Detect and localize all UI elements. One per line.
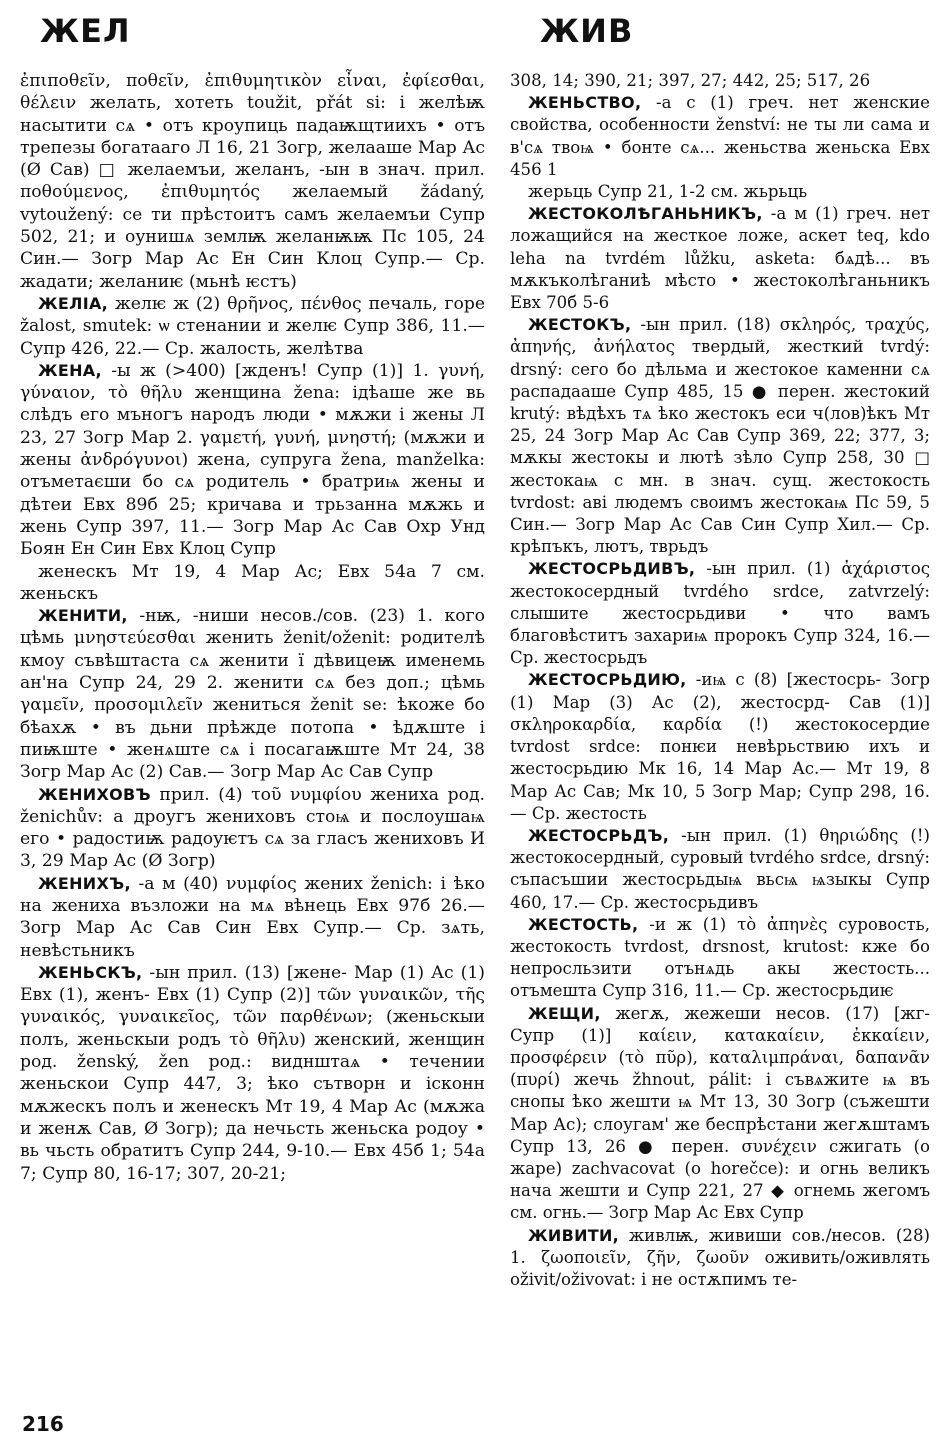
entry-headword: ЖЕСТОСТЬ, (528, 914, 639, 934)
entry-body: -нѭ, -ниши несов./сов. (23) 1. кого цѣмь μνηστεύεσθαι женить ženit/oženit: родителѣ кмоу съвѣштаста сѧ женити ї дѣвицеѭ именемь ан'на Супр 24, 29 2. женити сѧ без доп.; цѣмь γαμεῖν, προσομιλεῖν жениться ženit se: ѣкоже бо бѣахѫ • въ дьни прѣжде потопа • ѣдѫште і пиѭште • женѧште сѧ і посагаѭште Мт 24, 38 Зогр Мар Ас (2) Сав.— Зогр Мар Ас Сав Супр (20, 606, 485, 783)
dictionary-entry (20, 605, 485, 783)
entry-headword: ЖЕСТОКЪ, (528, 315, 632, 335)
dictionary-entry (20, 360, 485, 561)
dictionary-entry (20, 962, 485, 1185)
dictionary-entry (20, 293, 485, 360)
entry-body: -ын прил. (1) θηριώδης (!) жестокосердный, суровый tvrdého srdce, drsný: съпасъшии жестосрьдыѩ вьсѩ ѩзыкы Супр 460, 17.— Ср. жестосрьдивъ (510, 825, 930, 912)
cross-reference: жерьць Супр 21, 1-2 см. жьрьць (528, 182, 808, 202)
entry-headword: ЖЕНИХЪ, (38, 873, 131, 893)
dictionary-entry (510, 1003, 930, 1225)
entry-continuation: 308, 14; 390, 21; 397, 27; 442, 25; 517, 26 (510, 71, 871, 90)
dictionary-entry (510, 203, 930, 314)
entry-body: прил. (4) τοῦ νυμφίου жениха род. ženichův: а дроугъ жениховъ стоѩ и послоушаѩ его • радостиѭ радоуѥтъ сѧ за гласъ жениховъ И 3, 29 Мар Ас (Ø Зогр) (20, 784, 485, 872)
dictionary-entry (510, 1225, 930, 1292)
entry-headword: ЖЕСТОКОЛѢГАНЬНИКЪ, (528, 204, 763, 224)
entry-headword: ЖЕЛІА, (38, 293, 109, 313)
dictionary-entry (20, 784, 485, 873)
dictionary-entry (510, 92, 930, 181)
entry-body: живлѭ, живиши сов./несов. (28) 1. ζωοποιεῖν, ζῆν, ζωοῦν оживить/оживлять oživit/oživovat: і не остѫпимъ те- (510, 1225, 930, 1289)
entry-headword: ЖЕНЬСТВО, (528, 93, 642, 113)
dictionary-entry (510, 669, 930, 824)
entry-headword: ЖИВИТИ, (528, 1225, 620, 1245)
entry-body: -иѩ с (8) [жестосрь- Зогр (1) Мар (3) Ас (2), жестосрд- Сав (1)] σκληροκαρδία, καρδία (!) жестокосердие tvrdost srdce: понѥи невѣрьствию ихъ и жестосрьдию Мк 16, 14 Мар Ас.— Мт 19, 8 Мар Ас Сав; Мк 10, 5 Зогр Мар; Супр 298, 16.— Ср. жестость (510, 670, 930, 823)
entry-body: -а м (1) греч. нет ложащийся на жесткое ложе, аскет teq, kdo leha na tvrdém lůžku, asketa: бѧдѣ... въ мѫкъколѣганиѣ мѣсто • жестоколѣганьникъ Евх 70б 5-6 (510, 204, 930, 313)
dictionary-entry (510, 914, 930, 1003)
entry-headword: ЖЕСТОСРЬДЪ, (528, 825, 670, 845)
entry-headword: ЖЕНА, (38, 360, 102, 380)
left-column (20, 70, 485, 1185)
entry-body: желѥ ж (2) θρῆνος, πένθος печаль, горе žalost, smutek: ѡ стенании и желѥ Супр 386, 11.— Супр 426, 22.— Ср. жалость, желѣтва (20, 293, 485, 359)
entry-body: -а с (1) греч. нет женские свойства, особенности ženství: не ты ли сама и в'сѧ твоѩ • бонте сѧ... женьства женьска Евх 456 1 (510, 93, 930, 179)
running-head-left: ЖЕЛ (40, 12, 131, 50)
entry-body: -ын прил. (13) [жене- Мар (1) Ас (1) Евх (1), женъ- Евх (1) Супр (2)] τῶν γυναικῶν, τῆς γυναικός, γυναικεῖος, τῶν παρθένων; (женьскыи полъ, женьскыи родъ τὸ θῆλυ) женский, женщин род. ženský, žen род.: виднштаѧ • течении женьскои Супр 447, 3; ѣко сътворн и ісконн мѫжескъ полъ и женескъ Мт 19, 4 Мар Ас (мѫжа и женѫ Сав, Ø Зогр); да нечьсть женьска родоу • вь чьсть обратитъ Супр 244, 9-10.— Евх 45б 1; 54а 7; Супр 80, 16-17; 307, 20-21; (20, 962, 485, 1184)
entry-headword: ЖЕСТОСРЬДИЮ, (528, 670, 687, 690)
right-column (510, 70, 930, 1291)
entry-body: -ын прил. (18) σκληρός, τραχύς, ἀπηνής, ἀνήλατος твердый, жесткий tvrdý: drsný: сего бо дѣльма и жестокое каменни сѧ распадааше Супр 485, 15 ● перен. жестокий krutý: вѣдѣхъ тѧ ѣко жестокъ еси ч(лов)ѣкъ Мт 25, 24 Зогр Мар Ас Сав Супр 369, 22; 377, 3; мѫкы жестокы и лютѣ зѣло Супр 258, 30 □ жестокаѩ с мн. в знач. сущ. жестокость tvrdost: аві людемъ своимъ жестокаѩ Пс 59, 5 Син.— Зогр Мар Ас Сав Син Супр Хил.— Ср. крѣпъкъ, лютъ, тврьдъ (510, 315, 930, 557)
entry-body: -а м (40) νυμφίος жених ženich: і ѣко на жениха възложи на мѧ вѣнець Евх 97б 26.— Зогр Мар Ас Сав Син Евх Супр.— Ср. зѧть, невѣстьникъ (20, 873, 485, 961)
dictionary-entry (20, 873, 485, 962)
entry-headword: ЖЕЩИ, (528, 1003, 601, 1023)
entry-body: -ы ж (>400) [жденъ! Супр (1)] 1. γυνή, γύναιον, τὸ θῆλυ женщина žena: ідѣаше же вь слѣдъ его мъногъ народъ люди • мѫжи і жены Л 23, 27 Зогр Мар 2. γαμετή, γυνή, μνηστή; (мѫжи и жены ἀνδρόγυνοι) жена, супруга žena, manželka: отъметаєши бо сѧ родитель • братриѩ жены и дѣтеи Евх 89б 25; кричава и трьзанна мѫжь и жень Супр 397, 11.— Зогр Мар Ас Сав Охр Унд Боян Ен Син Евх Клоц Супр (20, 360, 485, 560)
entry-body: -и ж (1) τὸ ἀπηνὲς суровость, жестокость tvrdost, drsnost, krutost: кже бо непросльзити отънѧдь акы жестость... отъмешта Супр 316, 11.— Ср. жестосрьдиѥ (510, 914, 930, 1001)
entry-continuation: ἐπιποθεῖν, ποθεῖν, ἐπιθυμητικὸν εἶναι, ἐφίεσθαι, θέλειν желать, хотеть toužit, přát si: і желѣѭ насытити сѧ • отъ кроупиць падаѭщтиихъ • отъ трепезы богатааго Л 16, 21 Зогр, желааше Мар Ас (Ø Сав) □ желаемъи, желанъ, -ын в знач. прил. ποθούμενος, ἐπιθυμητός желаемый žádaný, vytoužený: се ти прѣстоитъ самъ желаемъи Супр 502, 21; и оунишѧ землѭ желанѭѭ Пс 105, 24 Син.— Зогр Мар Ас Ен Син Клоц Супр.— Ср. жадати; желаниѥ (мьнѣ ѥстъ) (20, 71, 485, 292)
entry-headword: ЖЕСТОСРЬДИВЪ, (528, 559, 696, 579)
dictionary-entry (510, 825, 930, 914)
page-number: 216 (22, 1412, 64, 1436)
entry-headword: ЖЕНИХОВЪ (38, 784, 151, 804)
entry-headword: ЖЕНИТИ, (38, 606, 128, 626)
dictionary-entry (510, 314, 930, 558)
entry-body: -ын прил. (1) ἀχάριστος жестокосердный tvrdého srdce, zatvrzelý: слышите жестосрьдиви • что вамъ благовѣститъ захариѩ пророкъ Супр 324, 16.— Ср. жестосрьдъ (510, 559, 930, 668)
dictionary-entry (510, 558, 930, 669)
entry-headword: ЖЕНЬСКЪ, (38, 962, 143, 982)
running-head-right: ЖИВ (540, 12, 634, 50)
cross-reference: женескъ Мт 19, 4 Мар Ас; Евх 54а 7 см. женьскъ (20, 561, 485, 604)
entry-body: жегѫ, жежеши несов. (17) [жг- Супр (1)] καίειν, κατακαίειν, ἐκκαίειν, προσφέρειν (τὸ πῦρ), καταλιμπράναι, δαπανᾶν (πυρί) жечь žhnout, pálit: і съвѧжите ѩ въ снопы ѣко жешти ѩ Мт 13, 30 Зогр (съжешти Мар Ас); слоугам' же беспрѣстани жегѫштамъ Супр 13, 26 ● перен. συνέχειν сжигать (о жаре) zachvacovat (o horečce): и огнь великъ нача жешти и Супр 221, 27 ◆ огнемь жегомъ см. огнь.— Зогр Мар Ас Евх Супр (510, 1003, 930, 1223)
